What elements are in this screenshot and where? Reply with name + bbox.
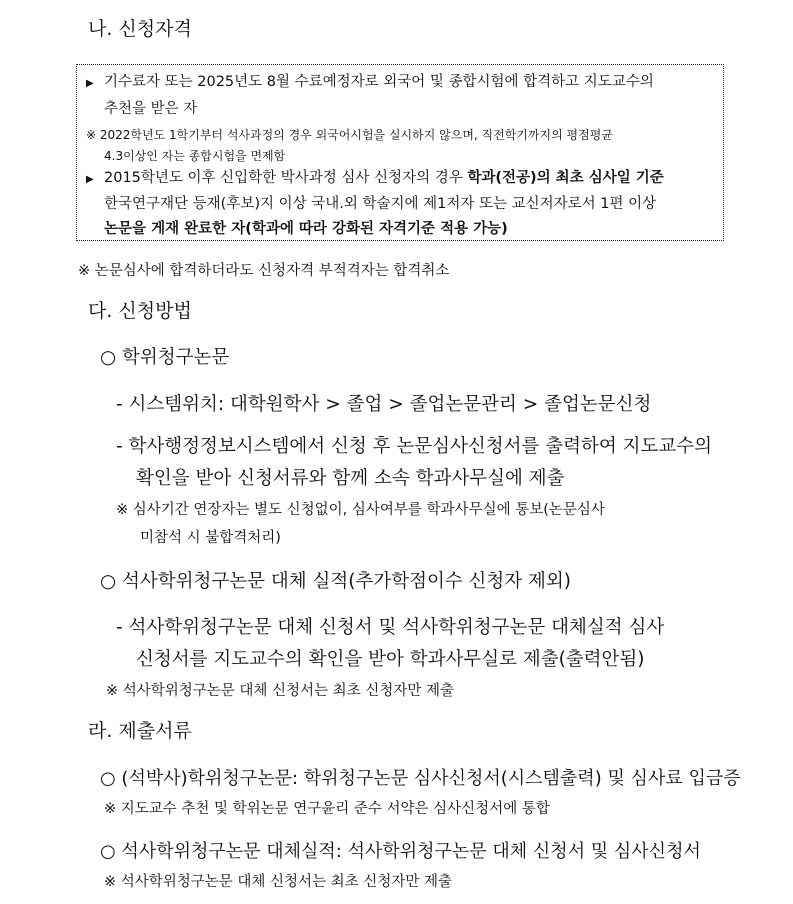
- qualification-note-1: ※ 2022학년도 1학기부터 석사과정의 경우 외국어시험을 실시하지 않으며, 직전학기까지의 평점평균: [86, 128, 613, 142]
- qualification-item-2-cont: 한국연구재단 등재(후보)지 이상 국내.외 학술지에 제1저자 또는 교신저자로서 1편 이상: [104, 196, 657, 212]
- method-sub-2-note: ※ 석사학위청구논문 대체 신청서는 최초 신청자만 제출: [106, 683, 454, 699]
- qualification-item-2: ▶ 2015학년도 이후 신입학한 박사과정 심사 신청자의 경우 학과(전공)의 최초 심사일 기준: [86, 170, 664, 186]
- qualification-item-1: ▶ 기수료자 또는 2025년도 8월 수료예정자로 외국어 및 종합시험에 합격하고 지도교수의: [86, 74, 654, 90]
- documents-item-2-note: ※ 석사학위청구논문 대체 신청서는 최초 신청자만 제출: [104, 874, 452, 890]
- method-sub-1-item-2: - 학사행정정보시스템에서 신청 후 논문심사신청서를 출력하여 지도교수의: [116, 436, 712, 457]
- method-sub-1-note-cont: 미참석 시 불합격처리): [140, 530, 281, 546]
- section-heading-qualification: 나. 신청자격: [88, 18, 192, 40]
- qualification-item-2-cont-bold: 논문을 게재 완료한 자(학과에 따라 강화된 자격기준 적용 가능): [104, 221, 508, 237]
- qualification-item-1-cont: 추천을 받은 자: [104, 101, 198, 117]
- method-sub-2-item-1-cont: 신청서를 지도교수의 확인을 받아 학과사무실로 제출(출력안됨): [136, 649, 645, 670]
- documents-item-1: ○ (석박사)학위청구논문: 학위청구논문 심사신청서(시스템출력) 및 심사료 입금증: [100, 768, 741, 789]
- method-sub-1-item-1: - 시스템위치: 대학원학사 > 졸업 > 졸업논문관리 > 졸업논문신청: [116, 394, 652, 415]
- section-heading-documents: 라. 제출서류: [88, 720, 192, 742]
- method-sub-2: ○ 석사학위청구논문 대체 실적(추가학점이수 신청자 제외): [100, 571, 572, 592]
- triangle-bullet-icon: ▶: [86, 78, 94, 89]
- method-sub-1: ○ 학위청구논문: [100, 347, 230, 368]
- triangle-bullet-icon: ▶: [86, 174, 94, 185]
- method-sub-2-item-1: - 석사학위청구논문 대체 신청서 및 석사학위청구논문 대체실적 심사: [116, 617, 665, 638]
- qualification-note-1-cont: 4.3이상인 자는 종합시험을 면제함: [104, 149, 286, 163]
- section-heading-method: 다. 신청방법: [88, 300, 192, 322]
- qualification-note: ※ 논문심사에 합격하더라도 신청자격 부적격자는 합격취소: [78, 263, 450, 279]
- documents-item-1-note: ※ 지도교수 추천 및 학위논문 연구윤리 준수 서약은 심사신청서에 통합: [104, 801, 550, 817]
- documents-item-2: ○ 석사학위청구논문 대체실적: 석사학위청구논문 대체 신청서 및 심사신청서: [100, 841, 701, 862]
- method-sub-1-note: ※ 심사기간 연장자는 별도 신청없이, 심사여부를 학과사무실에 통보(논문심사: [116, 502, 605, 518]
- method-sub-1-item-2-cont: 확인을 받아 신청서류와 함께 소속 학과사무실에 제출: [136, 468, 565, 489]
